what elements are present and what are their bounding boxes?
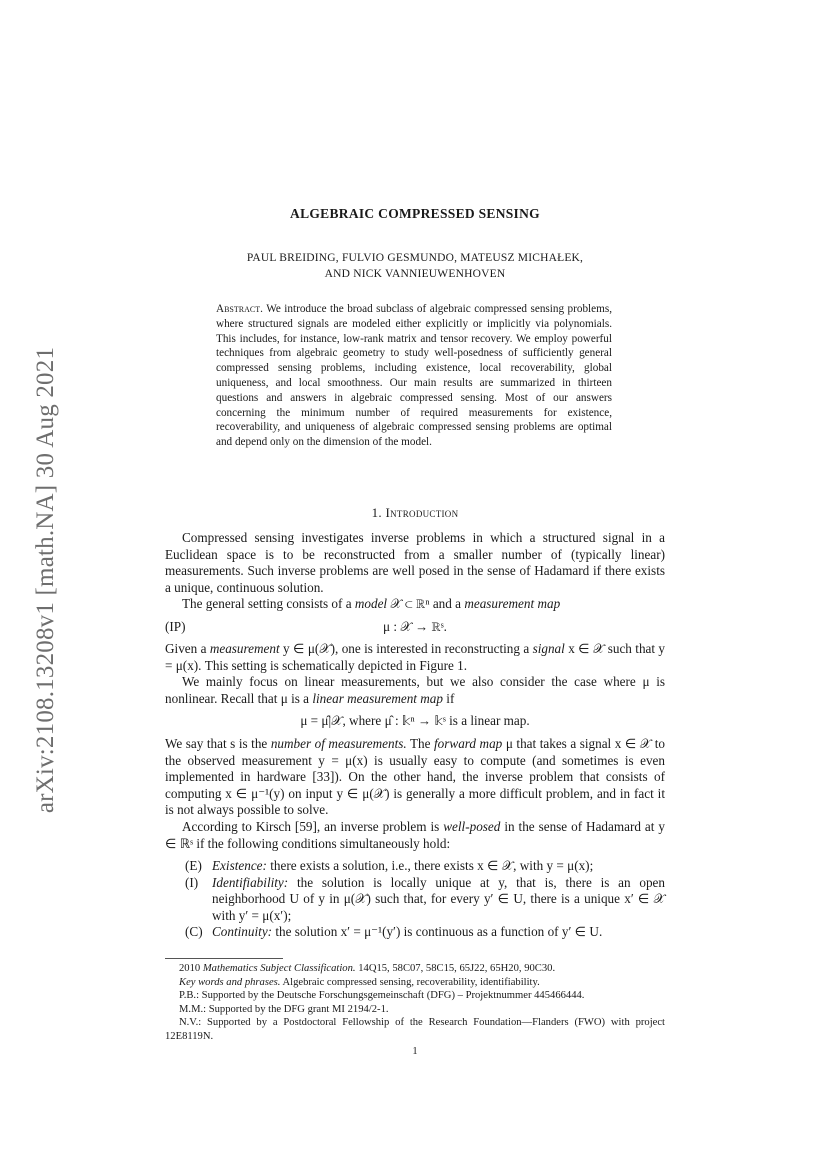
- keywords-text: Algebraic compressed sensing, recoverability, identifiability.: [282, 976, 540, 988]
- section-heading: [165, 505, 665, 521]
- footnote-funding-pb: P.B.: Supported by the Deutsche Forschungsgemeinschaft (DFG) – Projektnummer 445466444.: [179, 990, 585, 1002]
- p3-text: Given a: [165, 640, 207, 656]
- footnotes: [165, 962, 665, 1044]
- p5-forward-map-term: forward map: [434, 735, 503, 751]
- authors-line-1: PAUL BREIDING, FULVIO GESMUNDO, MATEUSZ MICHAŁEK,: [246, 252, 584, 264]
- paper-title: ALGEBRAIC COMPRESSED SENSING: [290, 206, 540, 221]
- p2-model-term: model: [354, 596, 388, 612]
- p6-well-posed-term: well-posed: [443, 818, 501, 834]
- condition-name: Existence:: [212, 858, 267, 874]
- condition-label: (I): [185, 874, 199, 890]
- condition-item: [165, 858, 665, 875]
- paragraph-5: [165, 736, 665, 819]
- condition-list: [165, 858, 665, 941]
- condition-name: Identifiability:: [212, 874, 289, 890]
- p4-linear-map-term: linear measurement map: [312, 690, 443, 706]
- p3-text-end: x ∈ 𝒳 such that y = μ(x). This setting is schematically depicted in Figure 1.: [165, 640, 666, 673]
- condition-label: (C): [185, 924, 203, 940]
- condition-label: (E): [185, 858, 202, 874]
- keywords-label: Key words and phrases.: [179, 976, 281, 988]
- footnote-msc: [165, 962, 665, 976]
- p2-text-mid: 𝒳 ⊂ ℝⁿ and a: [390, 596, 462, 612]
- msc-label: Mathematics Subject Classification.: [202, 963, 356, 974]
- msc-codes: 14Q15, 58C07, 58C15, 65J22, 65H20, 90C30.: [358, 963, 556, 974]
- condition-item: [165, 924, 665, 941]
- condition-text: the solution is locally unique at y, that is, there is an open neighborhood U of y in μ(𝒳) such that, for every y′ ∈ U, there is a unique x′ ∈ 𝒳 with y′ = μ(x′);: [212, 874, 666, 923]
- abstract-text: We introduce the broad subclass of algebraic compressed sensing problems, where structured signals are modeled either explicitly or implicitly via polynomials. This includes, for instance, low-rank matrix and tensor recovery. We employ powerful techniques from algebraic geometry to study well-posedness of sufficiently general compressed sensing problems, including existence, local recoverability, global uniqueness, and local smoothness. Our main results are summarized in thirteen questions and answers in algebraic compressed sensing. Most of our answers concerning the minimum number of required measurements for existence, recoverability, and uniqueness of algebraic compressed sensing problems are optimal and depend only on the dimension of the model.: [216, 303, 612, 449]
- author-list: [165, 250, 665, 282]
- footnote-keywords: [165, 976, 665, 990]
- paragraph-4: [165, 674, 665, 707]
- page-number: 1: [412, 1046, 418, 1057]
- footnote-funding-nv: N.V.: Supported by a Postdoctoral Fellowship of the Research Foundation—Flanders (FWO) with project 12E8119N.: [165, 1017, 665, 1042]
- p6-text-end: in the sense of Hadamard at y ∈ ℝˢ if the following conditions simultaneously hold:: [165, 818, 665, 851]
- body-text: [165, 530, 665, 941]
- paragraph-1: Compressed sensing investigates inverse problems in which a structured signal in a Euclidean space is to be reconstructed from a smaller number of (typically linear) measurements. Such inverse problems are well posed in the sense of Hadamard if there exists a unique, continuous solution.: [165, 530, 665, 595]
- p6-text: According to Kirsch [59], an inverse problem is: [182, 818, 440, 834]
- equation-linear: μ = μ̂|𝒳, where μ̂ : 𝕜ⁿ → 𝕜ˢ is a linear map.: [300, 713, 530, 729]
- p5-text-end: μ that takes a signal x ∈ 𝒳 to the observed measurement y = μ(x) is usually easy to compute (and sometimes is even implemented in hardware [33]). On the other hand, the inverse problem that consists of computing x ∈ μ⁻¹(y) on input y ∈ μ(𝒳) is generally a more difficult problem, and in fact it is not always possible to solve.: [165, 735, 666, 818]
- abstract: [216, 302, 612, 450]
- condition-text: the solution x′ = μ⁻¹(y′) is continuous as a function of y′ ∈ U.: [275, 924, 603, 940]
- footnote-divider: [165, 958, 283, 959]
- msc-year: 2010: [179, 963, 201, 974]
- p3-measurement-term: measurement: [209, 640, 280, 656]
- p2-measurement-map-term: measurement map: [464, 596, 561, 612]
- section-title: Introduction: [385, 505, 459, 520]
- section-number: 1.: [371, 505, 382, 520]
- equation-body: μ : 𝒳 → ℝˢ.: [383, 618, 447, 634]
- condition-item: [165, 875, 665, 925]
- equation-ip: [165, 616, 665, 638]
- p5-text-mid: The: [409, 735, 431, 751]
- authors-line-2: AND NICK VANNIEUWENHOVEN: [324, 268, 506, 280]
- p4-text-end: if: [446, 690, 455, 706]
- condition-name: Continuity:: [212, 924, 273, 940]
- arxiv-sidebar-stamp: arXiv:2108.13208v1 [math.NA] 30 Aug 2021: [32, 346, 59, 814]
- p5-number-term: number of measurements.: [270, 735, 407, 751]
- p5-text: We say that s is the: [165, 735, 268, 751]
- paragraph-2: [165, 596, 665, 613]
- footnote-funding-mm: M.M.: Supported by the DFG grant MI 2194/2-1.: [179, 1003, 389, 1015]
- p4-text: We mainly focus on linear measurements, but we also consider the case where μ is nonlinear. Recall that μ is a: [165, 674, 665, 706]
- abstract-label: Abstract.: [216, 303, 263, 315]
- p3-signal-term: signal: [532, 640, 565, 656]
- equation-tag: (IP): [165, 618, 186, 634]
- paragraph-6: [165, 819, 665, 852]
- condition-text: there exists a solution, i.e., there exists x ∈ 𝒳, with y = μ(x);: [270, 858, 594, 874]
- paragraph-3: [165, 641, 665, 674]
- p3-text-mid: y ∈ μ(𝒳), one is interested in reconstructing a: [283, 640, 530, 656]
- p2-text: The general setting consists of a: [182, 596, 352, 612]
